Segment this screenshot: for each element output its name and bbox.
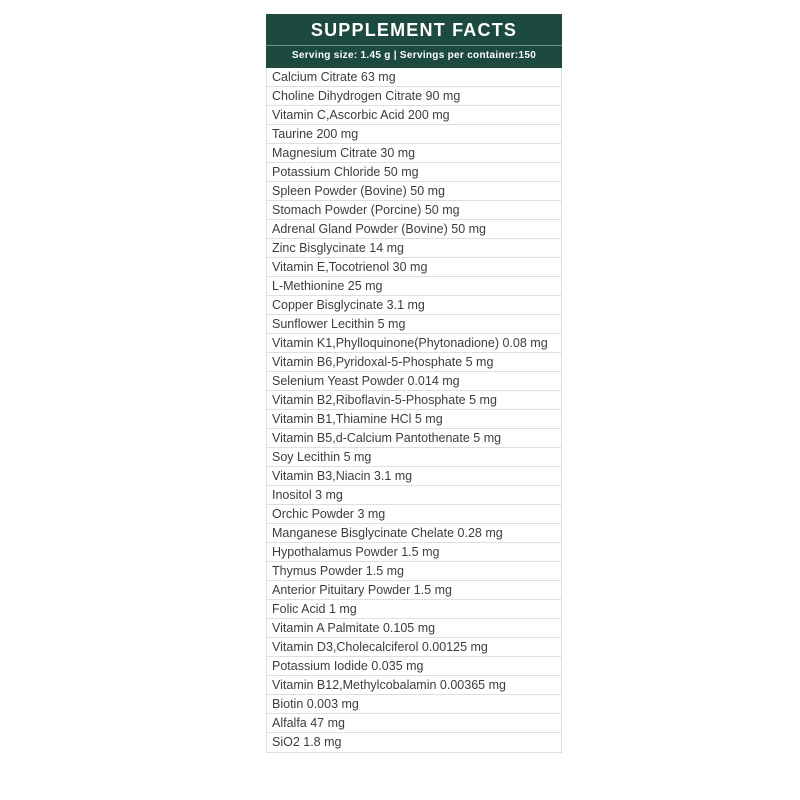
ingredient-row: Vitamin K1,Phylloquinone(Phytonadione) 0.08 mg <box>267 334 561 353</box>
ingredient-row: Anterior Pituitary Powder 1.5 mg <box>267 581 561 600</box>
label-title: SUPPLEMENT FACTS <box>310 20 518 40</box>
ingredient-row: Folic Acid 1 mg <box>267 600 561 619</box>
ingredient-row: Spleen Powder (Bovine) 50 mg <box>267 182 561 201</box>
ingredient-row: SiO2 1.8 mg <box>267 733 561 752</box>
ingredient-row: Vitamin D3,Cholecalciferol 0.00125 mg <box>267 638 561 657</box>
ingredient-row: Vitamin B3,Niacin 3.1 mg <box>267 467 561 486</box>
ingredient-row: Soy Lecithin 5 mg <box>267 448 561 467</box>
ingredient-row: L-Methionine 25 mg <box>267 277 561 296</box>
ingredient-row: Manganese Bisglycinate Chelate 0.28 mg <box>267 524 561 543</box>
ingredient-row: Hypothalamus Powder 1.5 mg <box>267 543 561 562</box>
ingredient-row: Magnesium Citrate 30 mg <box>267 144 561 163</box>
ingredient-row: Vitamin B6,Pyridoxal-5-Phosphate 5 mg <box>267 353 561 372</box>
ingredient-row: Thymus Powder 1.5 mg <box>267 562 561 581</box>
ingredient-list <box>266 68 562 753</box>
ingredient-row: Alfalfa 47 mg <box>267 714 561 733</box>
label-header <box>266 14 562 68</box>
ingredient-row: Orchic Powder 3 mg <box>267 505 561 524</box>
ingredient-row: Vitamin A Palmitate 0.105 mg <box>267 619 561 638</box>
ingredient-row: Biotin 0.003 mg <box>267 695 561 714</box>
serving-info: Serving size: 1.45 g | Servings per container:150 <box>291 50 537 61</box>
ingredient-row: Potassium Chloride 50 mg <box>267 163 561 182</box>
ingredient-row: Adrenal Gland Powder (Bovine) 50 mg <box>267 220 561 239</box>
ingredient-row: Selenium Yeast Powder 0.014 mg <box>267 372 561 391</box>
ingredient-row: Potassium Iodide 0.035 mg <box>267 657 561 676</box>
ingredient-row: Vitamin C,Ascorbic Acid 200 mg <box>267 106 561 125</box>
ingredient-row: Copper Bisglycinate 3.1 mg <box>267 296 561 315</box>
ingredient-row: Taurine 200 mg <box>267 125 561 144</box>
ingredient-row: Vitamin E,Tocotrienol 30 mg <box>267 258 561 277</box>
ingredient-row: Choline Dihydrogen Citrate 90 mg <box>267 87 561 106</box>
ingredient-row: Inositol 3 mg <box>267 486 561 505</box>
ingredient-row: Zinc Bisglycinate 14 mg <box>267 239 561 258</box>
ingredient-row: Vitamin B2,Riboflavin-5-Phosphate 5 mg <box>267 391 561 410</box>
ingredient-row: Vitamin B1,Thiamine HCl 5 mg <box>267 410 561 429</box>
supplement-facts-label <box>266 14 562 753</box>
ingredient-row: Vitamin B5,d-Calcium Pantothenate 5 mg <box>267 429 561 448</box>
ingredient-row: Sunflower Lecithin 5 mg <box>267 315 561 334</box>
ingredient-row: Vitamin B12,Methylcobalamin 0.00365 mg <box>267 676 561 695</box>
ingredient-row: Calcium Citrate 63 mg <box>267 68 561 87</box>
ingredient-row: Stomach Powder (Porcine) 50 mg <box>267 201 561 220</box>
